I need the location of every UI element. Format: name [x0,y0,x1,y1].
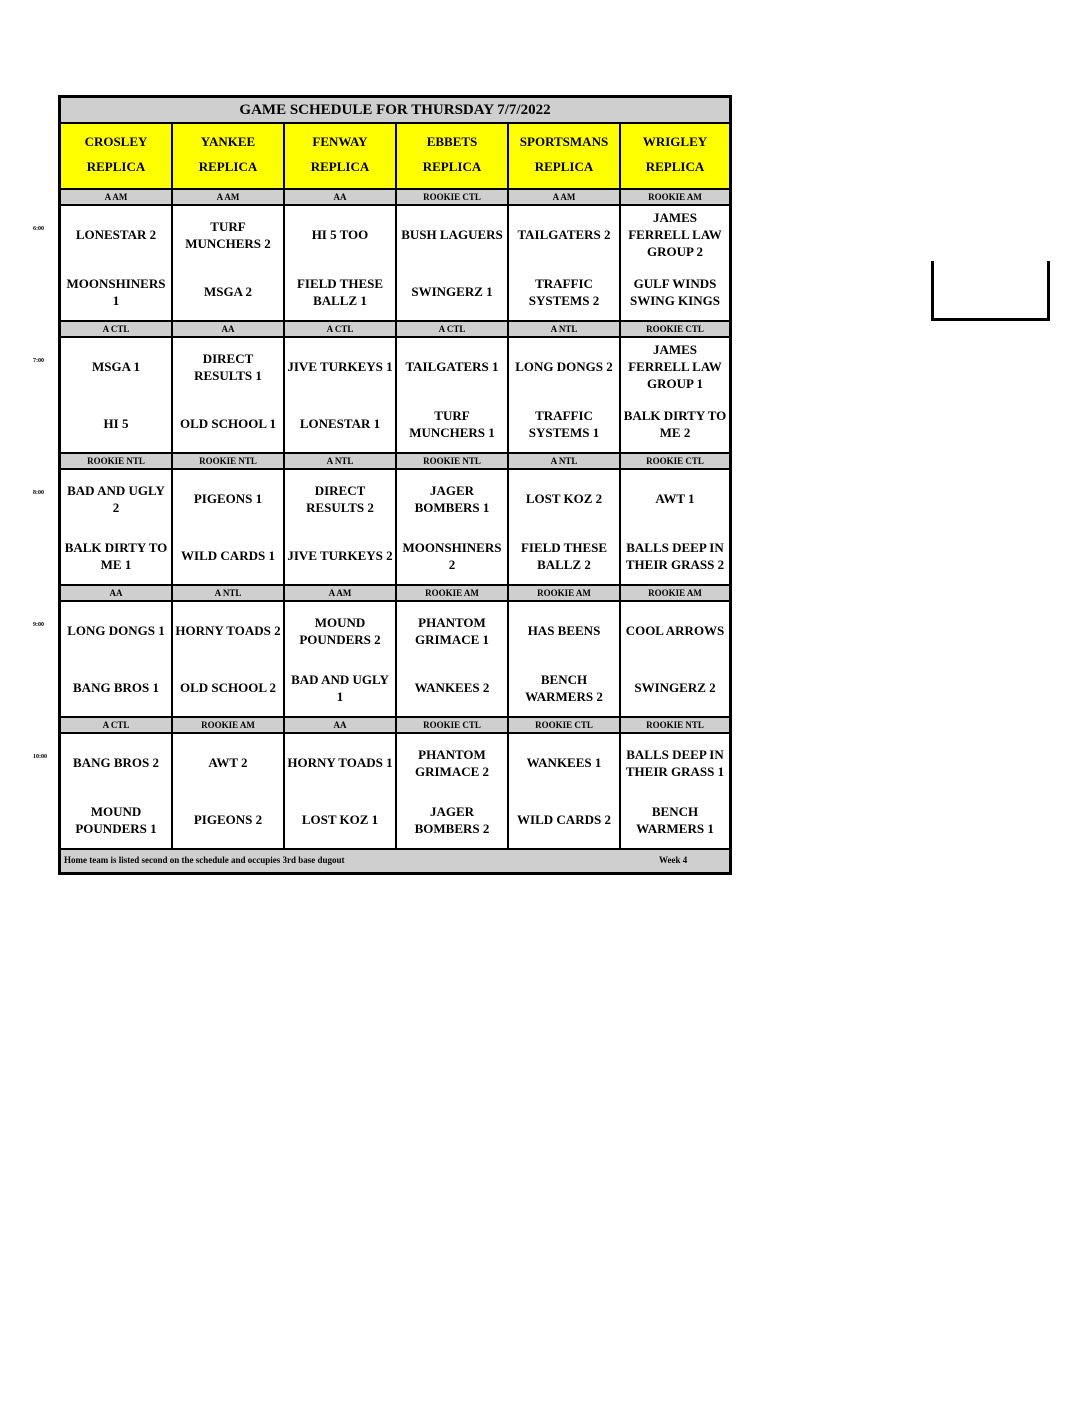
home-team: FIELD THESE BALLZ 1 [296,275,384,308]
park-sub: REPLICA [310,159,370,174]
home-team: BAD AND UGLY 1 [291,671,389,704]
division-label: A AM [509,190,621,204]
game-cell [397,602,509,716]
park-sub: REPLICA [534,159,594,174]
division-label: ROOKIE AM [397,586,509,600]
park-header-row [61,124,729,190]
time-slots [61,190,729,850]
division-label: A AM [61,190,173,204]
away-team: LOST KOZ 2 [525,491,603,506]
division-row [61,586,729,602]
away-team: AWT 2 [208,755,248,770]
division-label: AA [173,322,285,336]
home-team-note: Home team is listed second on the schedule and occupies 3rd base dugout [64,855,345,865]
game-cell [509,602,621,716]
home-team: JAGER BOMBERS 2 [414,803,490,836]
home-team: GULF WINDS SWING KINGS [630,275,720,308]
division-label: A CTL [61,718,173,732]
game-cell [621,206,729,320]
away-team: DIRECT RESULTS 2 [306,482,374,515]
park-header [621,124,729,188]
division-label: A NTL [285,454,397,468]
home-team: MOONSHINERS 2 [402,539,502,572]
schedule-footer [61,850,729,872]
division-label: ROOKIE CTL [397,190,509,204]
home-team: TRAFFIC SYSTEMS 1 [528,407,600,440]
home-team: WILD CARDS 1 [181,548,275,563]
away-team: TAILGATERS 2 [517,227,611,242]
park-name: FENWAY [312,134,368,149]
empty-box [931,261,1050,321]
division-label: A CTL [285,322,397,336]
game-cell [61,206,173,320]
game-cell [285,602,397,716]
home-team: TURF MUNCHERS 1 [409,407,495,440]
away-team: AWT 1 [655,491,695,506]
home-team: OLD SCHOOL 2 [179,680,277,695]
division-label: ROOKIE NTL [397,454,509,468]
division-label: A AM [173,190,285,204]
game-cell [621,338,729,452]
game-cell [397,470,509,584]
home-team: FIELD THESE BALLZ 2 [520,539,608,572]
away-team: LONG DONGS 2 [515,359,613,374]
away-team: DIRECT RESULTS 1 [194,350,262,383]
division-row [61,190,729,206]
division-label: ROOKIE CTL [397,718,509,732]
park-sub: REPLICA [198,159,258,174]
home-team: BANG BROS 1 [73,680,159,695]
game-cell [173,602,285,716]
away-team: HAS BEENS [527,623,601,638]
park-header [397,124,509,188]
game-block [61,470,729,586]
away-team: BANG BROS 2 [73,755,159,770]
game-cell [509,338,621,452]
away-team: TAILGATERS 1 [405,359,499,374]
away-team: HORNY TOADS 2 [175,623,281,638]
away-team: PHANTOM GRIMACE 2 [414,746,490,779]
home-team: HI 5 [103,416,129,431]
game-block [61,602,729,718]
division-row [61,718,729,734]
division-label: ROOKIE CTL [621,322,729,336]
game-cell [621,602,729,716]
time-label: 10:00 [33,754,47,760]
home-team: BALLS DEEP IN THEIR GRASS 2 [625,539,725,572]
division-row [61,454,729,470]
division-label: AA [285,190,397,204]
away-team: COOL ARROWS [625,623,725,638]
away-team: BUSH LAGUERS [401,227,503,242]
game-cell [509,206,621,320]
away-team: WANKEES 1 [526,755,602,770]
away-team: JIVE TURKEYS 1 [287,359,393,374]
park-name: CROSLEY [84,134,148,149]
game-cell [285,338,397,452]
game-cell [173,206,285,320]
division-label: A AM [285,586,397,600]
home-team: JIVE TURKEYS 2 [287,548,393,563]
park-name: YANKEE [200,134,256,149]
game-cell [397,338,509,452]
division-label: ROOKIE AM [621,586,729,600]
park-header [285,124,397,188]
home-team: MOONSHINERS 1 [66,275,166,308]
away-team: LONG DONGS 1 [67,623,165,638]
time-label: 7:00 [33,358,44,364]
division-row [61,322,729,338]
away-team: JAMES FERRELL LAW GROUP 1 [628,342,722,391]
division-label: AA [61,586,173,600]
division-label: ROOKIE AM [509,586,621,600]
away-team: PIGEONS 1 [193,491,263,506]
game-cell [61,734,173,848]
division-label: A CTL [397,322,509,336]
home-team: BENCH WARMERS 1 [636,803,714,836]
game-cell [509,470,621,584]
away-team: MSGA 1 [91,359,141,374]
game-cell [61,602,173,716]
away-team: HORNY TOADS 1 [287,755,393,770]
home-team: OLD SCHOOL 1 [179,416,277,431]
division-label: AA [285,718,397,732]
game-cell [61,338,173,452]
park-header [61,124,173,188]
game-block [61,206,729,322]
game-cell [285,470,397,584]
division-label: A CTL [61,322,173,336]
division-label: A NTL [509,454,621,468]
game-cell [173,734,285,848]
home-team: SWINGERZ 2 [634,680,716,695]
game-cell [621,470,729,584]
away-team: MOUND POUNDERS 2 [299,614,381,647]
home-team: MOUND POUNDERS 1 [75,803,157,836]
park-sub: REPLICA [645,159,705,174]
game-cell [509,734,621,848]
away-team: JAGER BOMBERS 1 [414,482,490,515]
game-block [61,338,729,454]
time-label: 9:00 [33,622,44,628]
park-sub: REPLICA [422,159,482,174]
division-label: ROOKIE NTL [173,454,285,468]
away-team: LONESTAR 2 [75,227,157,242]
game-cell [61,470,173,584]
time-label: 6:00 [33,226,44,232]
away-team: PHANTOM GRIMACE 1 [414,614,490,647]
home-team: MSGA 2 [203,284,253,299]
division-label: ROOKIE CTL [621,454,729,468]
home-team: BENCH WARMERS 2 [525,671,603,704]
away-team: JAMES FERRELL LAW GROUP 2 [628,210,722,259]
home-team: LONESTAR 1 [299,416,381,431]
time-label: 8:00 [33,490,44,496]
game-block [61,734,729,850]
game-cell [285,206,397,320]
away-team: HI 5 TOO [311,227,369,242]
week-label: Week 4 [659,855,688,865]
away-team: BALLS DEEP IN THEIR GRASS 1 [625,746,725,779]
division-label: ROOKIE NTL [61,454,173,468]
home-team: SWINGERZ 1 [411,284,493,299]
park-header [173,124,285,188]
away-team: BAD AND UGLY 2 [67,482,165,515]
home-team: WANKEES 2 [414,680,490,695]
division-label: A NTL [173,586,285,600]
home-team: BALK DIRTY TO ME 2 [623,407,727,440]
division-label: A NTL [509,322,621,336]
home-team: TRAFFIC SYSTEMS 2 [528,275,600,308]
away-team: TURF MUNCHERS 2 [185,218,271,251]
game-cell [621,734,729,848]
schedule-title: GAME SCHEDULE FOR THURSDAY 7/7/2022 [61,98,729,124]
game-cell [397,206,509,320]
home-team: WILD CARDS 2 [517,812,611,827]
park-name: EBBETS [426,134,478,149]
park-header [509,124,621,188]
game-cell [173,338,285,452]
game-cell [397,734,509,848]
game-cell [173,470,285,584]
schedule-table [58,95,732,875]
division-label: ROOKIE CTL [509,718,621,732]
division-label: ROOKIE AM [621,190,729,204]
home-team: PIGEONS 2 [193,812,263,827]
park-name: SPORTSMANS [519,134,609,149]
division-label: ROOKIE AM [173,718,285,732]
park-name: WRIGLEY [642,134,708,149]
home-team: BALK DIRTY TO ME 1 [64,539,168,572]
game-cell [285,734,397,848]
home-team: LOST KOZ 1 [301,812,379,827]
division-label: ROOKIE NTL [621,718,729,732]
park-sub: REPLICA [86,159,146,174]
